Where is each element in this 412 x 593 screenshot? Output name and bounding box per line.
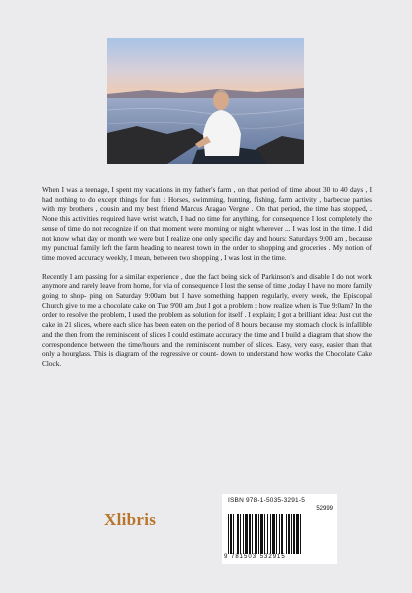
blurb-paragraph-2: Recently I am passing for a similar experience , due the fact being sick of Parkinson's and disable I do not work anymore and rarely leave from home, for via of consequence I lost the sense of time ,today I have no more family going to shop- ping on Saturday 9:00am but I have something happen regularly, every week, the Episcopal Church give to me a chocolate cake on Tue 9'00 am ,but I got a problem : how realize when is Tue 9:0am? In the order to resolve the problem, I used the problem as solution for itself . I explain; I got a brilliant idea: Just cut the cake in 21 slices, where each slice has been eaten on the period of 8 hours because my stomach clock is infallible and the then from the reminiscent of slices I could estimate accuracy the time and I build a diagram that show the correspondence between the time/hours and the reminiscent number of slices. Easy, very easy, easier than that only a hourglass. This is diagram of the regressive or count- down to understand how works the Chocolate Cake Clock.	[42, 272, 372, 368]
price-code: 52999	[316, 506, 333, 512]
barcode-bar	[293, 514, 295, 554]
barcode-bar	[267, 514, 268, 554]
back-cover-blurb	[42, 186, 372, 370]
barcode-bar	[272, 514, 275, 554]
barcode-bar	[276, 514, 277, 554]
barcode-bar	[296, 514, 299, 554]
barcode-bar	[270, 514, 271, 554]
isbn-barcode	[222, 494, 337, 564]
barcode-bar	[255, 514, 257, 554]
barcode-bar	[281, 514, 283, 554]
barcode-bar	[230, 514, 232, 554]
barcode-bar	[249, 514, 251, 554]
barcode-bar	[300, 514, 301, 554]
barcode-bar	[260, 514, 263, 554]
publisher-logo: Xlibris	[104, 510, 157, 529]
barcode-bar	[240, 514, 241, 554]
barcode-bar	[237, 514, 239, 554]
blurb-paragraph-1: When I was a teenage, I spent my vacations in my father's farm , on that period of time about 30 to 40 days , I had nothing to do except things for fun : Horses, swimming, hunting, fishing, farm activity , barbecue parties with my brothers , cousin and my best friend Marcus Aragao Vergne . On that period, the time has stopped, . None this activities required have wrist watch, I had no time for anything, for consequence I lost completely the sense of time do not recognize if on that moment were morning or night wherever ... I was lost in the time. I did not know what day or month we were but I realize one only specific day and hours: Saturdays 9:00 am , because my punctual family left the farm heading to nearest town in the order to shopping and groceries . My notion of time moved accuracy weekly, I mean, between two shopping , I was lost in the time.	[42, 186, 372, 262]
barcode-bar	[258, 514, 259, 554]
barcode-bar	[286, 514, 287, 554]
barcode-bar	[245, 514, 248, 554]
cover-photo	[107, 38, 304, 164]
barcode-bar	[288, 514, 290, 554]
barcode-bar	[264, 514, 265, 554]
barcode-bar	[252, 514, 253, 554]
barcode-bar	[228, 514, 229, 554]
barcode-bar	[243, 514, 244, 554]
barcode-icon	[228, 514, 332, 554]
ean-digits: 9 781503 532915	[224, 554, 286, 560]
barcode-bar	[279, 514, 280, 554]
photo-man-seated-by-sea-at-dusk-icon	[107, 38, 304, 164]
barcode-bar	[291, 514, 292, 554]
isbn-number: ISBN 978-1-5035-3291-5	[228, 497, 306, 504]
barcode-bar	[233, 514, 234, 554]
